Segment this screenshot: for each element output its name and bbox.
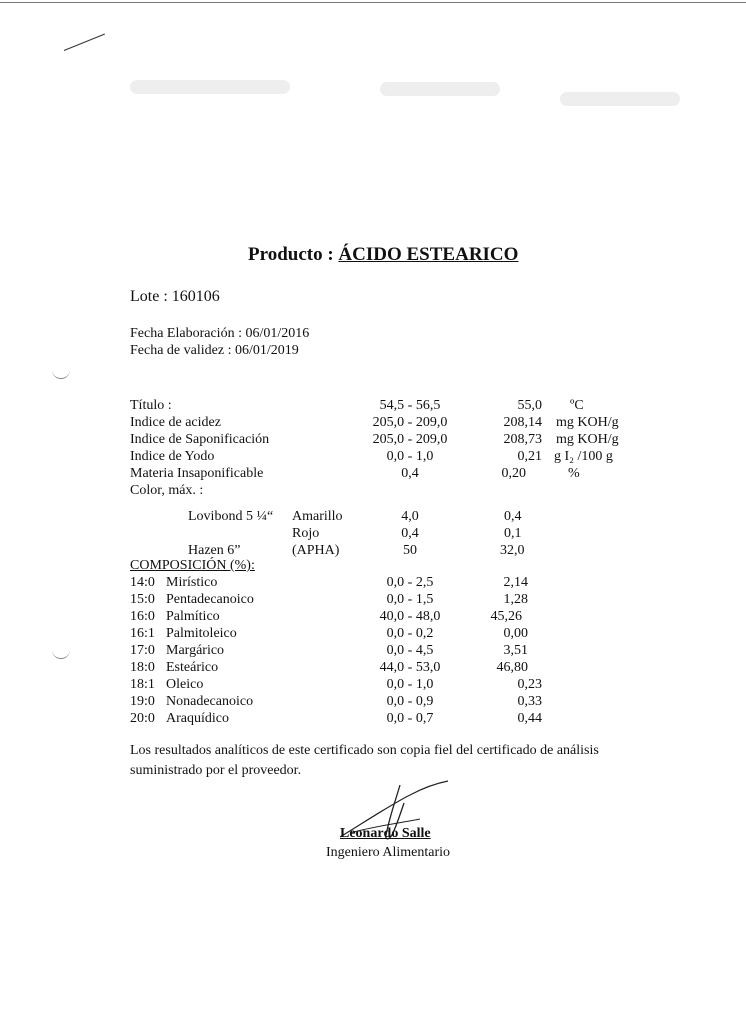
hazen-label: Hazen 6” [188, 543, 241, 558]
fecha-validez: Fecha de validez : 06/01/2019 [130, 343, 299, 358]
fatty-acid-name: Araquídico [166, 711, 229, 726]
fatty-acid-code: 19:0 [130, 694, 155, 709]
spec-unit: ºC [570, 398, 584, 413]
product-separator: : [327, 244, 334, 265]
fatty-acid-range: 0,0 - 4,5 [386, 643, 434, 658]
spec-label: Indice de Yodo [130, 449, 215, 464]
spec-label: Indice de acidez [130, 415, 221, 430]
punch-hole-mark [52, 648, 70, 659]
fatty-acid-value: 3,51 [503, 643, 528, 658]
fatty-acid-name: Oleico [166, 677, 204, 692]
fatty-acid-range: 0,0 - 0,7 [386, 711, 434, 726]
spec-range: 0,0 - 1,0 [386, 449, 434, 464]
fatty-acid-range: 0,0 - 1,0 [386, 677, 434, 692]
spec-label: Indice de Saponificación [130, 432, 270, 447]
spec-value: 55,0 [517, 398, 542, 413]
fatty-acid-value: 0,33 [517, 694, 542, 709]
fatty-acid-code: 15:0 [130, 592, 155, 607]
rojo-label: Rojo [292, 526, 320, 541]
fatty-acid-code: 18:1 [130, 677, 155, 692]
product-title [248, 244, 518, 266]
spec-range: 205,0 - 209,0 [372, 432, 448, 447]
product-name: ÁCIDO ESTEARICO [338, 244, 519, 265]
fatty-acid-name: Mirístico [166, 575, 218, 590]
spec-unit: mg KOH/g [556, 415, 619, 430]
rojo-range: 0,4 [401, 526, 419, 541]
fatty-acid-range: 0,0 - 0,2 [386, 626, 434, 641]
bleed-through-artifact [380, 82, 500, 96]
fatty-acid-value: 0,23 [517, 677, 542, 692]
fatty-acid-range: 0,0 - 2,5 [386, 575, 434, 590]
spec-unit: mg KOH/g [556, 432, 619, 447]
fecha-elaboracion: Fecha Elaboración : 06/01/2016 [130, 326, 310, 341]
fatty-acid-name: Palmítico [166, 609, 220, 624]
spec-range: 0,4 [401, 466, 419, 481]
apha-label: (APHA) [292, 543, 340, 558]
hazen-value: 32,0 [500, 543, 525, 558]
fatty-acid-range: 44,0 - 53,0 [379, 660, 441, 675]
bleed-through-artifact [130, 80, 290, 94]
signatory-title: Ingeniero Alimentario [326, 845, 451, 860]
amarillo-label: Amarillo [292, 509, 343, 524]
pen-mark [64, 34, 105, 51]
spec-value: 208,14 [503, 415, 542, 430]
spec-label: Materia Insaponificable [130, 466, 264, 481]
spec-value: 208,73 [503, 432, 542, 447]
spec-label: Título : [130, 398, 172, 413]
spec-range: 205,0 - 209,0 [372, 415, 448, 430]
hazen-range: 50 [403, 543, 417, 558]
signatory-name: Leonardo Salle [340, 826, 431, 841]
fatty-acid-value: 1,28 [503, 592, 528, 607]
fatty-acid-value: 46,80 [496, 660, 528, 675]
fatty-acid-name: Margárico [166, 643, 225, 658]
fatty-acid-range: 0,0 - 1,5 [386, 592, 434, 607]
amarillo-range: 4,0 [401, 509, 419, 524]
fatty-acid-code: 18:0 [130, 660, 155, 675]
spec-value: 0,21 [517, 449, 542, 464]
fatty-acid-code: 17:0 [130, 643, 155, 658]
fatty-acid-code: 16:0 [130, 609, 155, 624]
bleed-through-artifact [560, 92, 680, 106]
fatty-acid-value: 0,00 [503, 626, 528, 641]
fatty-acid-value: 2,14 [503, 575, 528, 590]
product-label: Producto [248, 244, 323, 265]
spec-unit: % [568, 466, 580, 481]
fatty-acid-code: 14:0 [130, 575, 155, 590]
fatty-acid-name: Nonadecanoico [166, 694, 254, 709]
fatty-acid-value: 0,44 [517, 711, 542, 726]
fatty-acid-name: Pentadecanoico [166, 592, 254, 607]
fatty-acid-name: Palmitoleico [166, 626, 237, 641]
scan-top-edge [0, 2, 746, 3]
rojo-value: 0,1 [504, 526, 522, 541]
lovibond-label: Lovibond 5 ¼“ [188, 509, 274, 524]
fatty-acid-range: 40,0 - 48,0 [379, 609, 441, 624]
composition-heading: COMPOSICIÓN (%): [130, 558, 255, 573]
spec-value: 0,20 [501, 466, 526, 481]
fatty-acid-name: Esteárico [166, 660, 219, 675]
fatty-acid-value: 45,26 [490, 609, 522, 624]
fatty-acid-range: 0,0 - 0,9 [386, 694, 434, 709]
fatty-acid-code: 16:1 [130, 626, 155, 641]
fatty-acid-code: 20:0 [130, 711, 155, 726]
amarillo-value: 0,4 [504, 509, 522, 524]
certificate-note: Los resultados analíticos de este certificado son copia fiel del certificado de análisis suministrado por el proveedor. [130, 743, 599, 778]
lote-number: Lote : 160106 [130, 288, 220, 305]
spec-unit: g I₂ /100 g [554, 449, 613, 464]
spec-range: 54,5 - 56,5 [379, 398, 441, 413]
spec-label: Color, máx. : [130, 483, 204, 498]
punch-hole-mark [52, 368, 70, 379]
